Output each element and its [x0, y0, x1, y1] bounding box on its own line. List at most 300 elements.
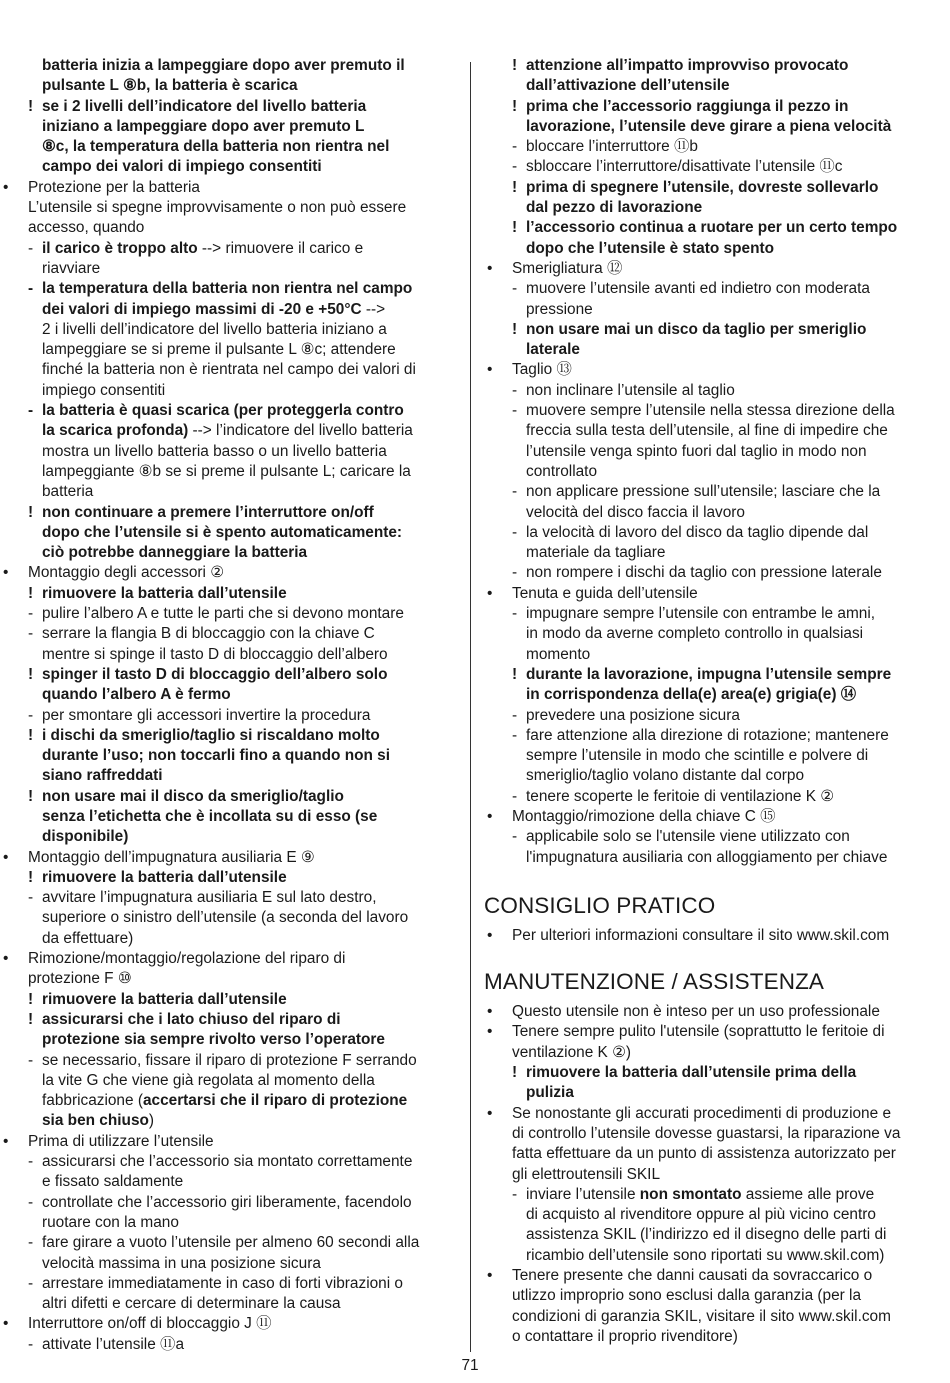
- text-line: [0, 584, 464, 604]
- text-line: [484, 76, 942, 96]
- line-text: impugnare sempre l’utensile con entrambe le amni,: [526, 605, 876, 623]
- warning-marker: !: [28, 665, 34, 683]
- text-line: [0, 949, 464, 969]
- line-text: muovere sempre l’utensile nella stessa direzione della: [526, 402, 895, 420]
- line-text: la batteria è quasi scarica (per proteggerla contro: [42, 402, 404, 420]
- text-line: [0, 990, 464, 1010]
- dash-marker: -: [28, 605, 34, 623]
- text-line: [484, 1225, 942, 1245]
- line-text: quando l’albero A è fermo: [42, 686, 231, 704]
- line-text: dopo che l’utensile si è spento automaticamente:: [42, 523, 403, 541]
- text-line: [484, 56, 942, 76]
- bullet-marker: •: [487, 1003, 493, 1021]
- line-text: assistenza SKIL (l’indirizzo ed il disegno delle parti di: [526, 1226, 887, 1244]
- text-line: [484, 624, 942, 644]
- dash-marker: -: [28, 1193, 34, 1211]
- bullet-marker: •: [3, 564, 9, 582]
- dash-marker: -: [512, 1185, 518, 1203]
- line-text: lampeggiare se si preme il pulsante L ⑧c; attendere: [42, 341, 396, 359]
- dash-marker: -: [512, 605, 518, 623]
- line-text: prima che l’accessorio raggiunga il pezzo in: [526, 97, 849, 115]
- text-line: [0, 1051, 464, 1071]
- line-text: --> l’indicatore del livello batteria: [188, 422, 413, 440]
- bullet-marker: •: [3, 1315, 9, 1333]
- line-text: Rimozione/montaggio/regolazione del riparo di: [28, 950, 346, 968]
- text-line: [484, 1124, 942, 1144]
- text-line: [484, 442, 942, 462]
- bullet-marker: •: [487, 1023, 493, 1041]
- line-text: materiale da tagliare: [526, 544, 666, 562]
- text-line: [484, 1266, 942, 1286]
- line-text: i dischi da smeriglio/taglio si riscaldano molto: [42, 726, 380, 744]
- line-text: ventilazione K ②): [512, 1043, 632, 1061]
- right-column-instructions: [484, 56, 942, 868]
- dash-marker: -: [512, 523, 518, 541]
- text-line: [0, 969, 464, 989]
- bullet-marker: •: [487, 259, 493, 277]
- text-line: [0, 1111, 464, 1131]
- dash-marker: -: [28, 280, 34, 298]
- text-line: [484, 1327, 942, 1347]
- line-text: bloccare l’interruttore ⑪b: [526, 138, 698, 156]
- text-line: [484, 746, 942, 766]
- text-line: [484, 1165, 942, 1185]
- text-line: [0, 1233, 464, 1253]
- right-column: [484, 56, 942, 1347]
- text-line: [484, 97, 942, 117]
- line-text: di acquisto al rivenditore oppure al più vicino centro: [526, 1206, 876, 1224]
- text-line: [0, 523, 464, 543]
- text-line: [0, 198, 464, 218]
- text-line: [484, 340, 942, 360]
- line-text: controllate che l’accessorio giri liberamente, facendolo: [42, 1193, 412, 1211]
- line-text: arrestare immediatamente in caso di forti vibrazioni o: [42, 1274, 403, 1292]
- text-line: [484, 1043, 942, 1063]
- text-line: [484, 1063, 942, 1083]
- warning-marker: !: [28, 503, 34, 521]
- line-text: Per ulteriori informazioni consultare il sito www.skil.com: [512, 926, 890, 944]
- text-line: [0, 645, 464, 665]
- line-text: finché la batteria non è rientrata nel campo dei valori di: [42, 361, 416, 379]
- line-text: pulire l’albero A e tutte le parti che si devono montare: [42, 605, 404, 623]
- text-line: [484, 665, 942, 685]
- line-text: Se nonostante gli accurati procedimenti di produzione e: [512, 1104, 892, 1122]
- line-text: assieme alle prove: [741, 1185, 875, 1203]
- bold-text: accertarsi che il riparo di protezione: [142, 1092, 408, 1110]
- line-text: durante la lavorazione, impugna l’utensile sempre: [526, 665, 892, 683]
- line-text: non applicare pressione sull’utensile; lasciare che la: [526, 483, 881, 501]
- text-line: [0, 543, 464, 563]
- line-text: per smontare gli accessori invertire la procedura: [42, 706, 371, 724]
- line-text: in modo da averne completo controllo in qualsiasi: [526, 625, 864, 643]
- line-text: pulsante L ⑧b, la batteria è scarica: [42, 77, 298, 95]
- line-text: l'impugnatura ausiliaria con alloggiamento per chiave: [526, 848, 888, 866]
- text-line: [0, 1335, 464, 1355]
- text-line: [484, 157, 942, 177]
- dash-marker: -: [28, 1335, 34, 1353]
- text-line: [0, 1152, 464, 1172]
- text-line: [0, 827, 464, 847]
- line-text: o contattare il proprio rivenditore): [512, 1327, 738, 1345]
- text-line: [484, 482, 942, 502]
- left-column: [0, 56, 464, 1355]
- text-line: [0, 442, 464, 462]
- tip-section: [484, 926, 942, 946]
- text-line: [484, 584, 942, 604]
- warning-marker: !: [512, 219, 518, 237]
- line-text: assicurarsi che i lato chiuso del riparo di: [42, 1010, 341, 1028]
- dash-marker: -: [512, 138, 518, 156]
- bold-text: sia ben chiuso: [42, 1112, 149, 1130]
- line-text: freccia sulla testa dell’utensile, al fine di impedire che: [526, 422, 888, 440]
- line-text: senza l’etichetta che è incollata su di esso (se: [42, 807, 378, 825]
- line-text: non inclinare l’utensile al taglio: [526, 381, 735, 399]
- text-line: [0, 401, 464, 421]
- text-line: [0, 787, 464, 807]
- text-line: [484, 766, 942, 786]
- line-text: avvitare l’impugnatura ausiliaria E sul lato destro,: [42, 889, 377, 907]
- text-line: [0, 888, 464, 908]
- text-line: [484, 787, 942, 807]
- line-text: rimuovere la batteria dall’utensile prima della: [526, 1064, 857, 1082]
- text-line: [0, 929, 464, 949]
- text-line: [484, 706, 942, 726]
- dash-marker: -: [512, 706, 518, 724]
- text-line: [0, 340, 464, 360]
- line-text: Montaggio dell’impugnatura ausiliaria E ⑨: [28, 848, 315, 866]
- line-text: muovere l’utensile avanti ed indietro con moderata: [526, 280, 870, 298]
- text-line: [0, 563, 464, 583]
- warning-marker: !: [28, 990, 34, 1008]
- dash-marker: -: [512, 280, 518, 298]
- line-text: mentre si spinge il tasto D di bloccaggio dell’albero: [42, 645, 388, 663]
- text-line: [0, 76, 464, 96]
- line-text: riavviare: [42, 259, 101, 277]
- text-line: [0, 807, 464, 827]
- bullet-marker: •: [3, 950, 9, 968]
- text-line: [0, 1274, 464, 1294]
- line-text: ruotare con la mano: [42, 1213, 179, 1231]
- dash-marker: -: [28, 889, 34, 907]
- text-line: [0, 1193, 464, 1213]
- text-line: [484, 1104, 942, 1124]
- text-line: [0, 178, 464, 198]
- text-line: [0, 604, 464, 624]
- text-line: [0, 421, 464, 441]
- line-text: rimuovere la batteria dall’utensile: [42, 990, 287, 1008]
- line-text: fare girare a vuoto l’utensile per almeno 60 secondi alla: [42, 1234, 420, 1252]
- text-line: [484, 827, 942, 847]
- line-text: Tenere sempre pulito l'utensile (soprattutto le feritoie di: [512, 1023, 885, 1041]
- dash-marker: -: [28, 239, 34, 257]
- text-line: [484, 300, 942, 320]
- text-line: [484, 503, 942, 523]
- line-text: pulizia: [526, 1084, 574, 1102]
- text-line: [484, 218, 942, 238]
- page-number: 71: [461, 1357, 479, 1374]
- line-text: superiore o sinistro dell’utensile (a seconda del lavoro: [42, 909, 409, 927]
- text-line: [0, 360, 464, 380]
- bullet-marker: •: [487, 1104, 493, 1122]
- text-line: [0, 279, 464, 299]
- text-line: [0, 1172, 464, 1192]
- line-text: ciò potrebbe danneggiare la batteria: [42, 544, 308, 562]
- dash-marker: -: [512, 158, 518, 176]
- line-text: ricambio dell’utensile sono riportati su www.skil.com): [526, 1246, 885, 1264]
- text-line: [484, 421, 942, 441]
- dash-marker: -: [512, 402, 518, 420]
- text-line: [0, 300, 464, 320]
- line-text: sempre l’utensile in modo che scintille e polvere di: [526, 747, 869, 765]
- text-line: [0, 137, 464, 157]
- text-line: [0, 157, 464, 177]
- text-line: [0, 482, 464, 502]
- warning-marker: !: [512, 97, 518, 115]
- line-text: di controllo l’utensile dovesse guastarsi, la riparazione va: [512, 1124, 901, 1142]
- bold-text: la scarica profonda): [42, 422, 189, 440]
- dash-marker: -: [512, 483, 518, 501]
- text-line: [0, 117, 464, 137]
- line-text: la velocità di lavoro del disco da taglio dipende dal: [526, 523, 869, 541]
- warning-marker: !: [512, 1064, 518, 1082]
- text-line: [484, 1246, 942, 1266]
- warning-marker: !: [512, 320, 518, 338]
- line-text: campo dei valori di impiego consentiti: [42, 158, 322, 176]
- text-line: [484, 279, 942, 299]
- dash-marker: -: [28, 1234, 34, 1252]
- text-line: [484, 137, 942, 157]
- line-text: attenzione all’impatto improvviso provocato: [526, 57, 849, 74]
- dash-marker: -: [512, 381, 518, 399]
- text-line: [484, 1144, 942, 1164]
- bullet-marker: •: [487, 1267, 493, 1285]
- text-line: [484, 1286, 942, 1306]
- dash-marker: -: [28, 402, 34, 420]
- text-line: [484, 259, 942, 279]
- line-text: batteria: [42, 483, 94, 501]
- text-line: [484, 807, 942, 827]
- line-text: gli elettroutensili SKIL: [512, 1165, 660, 1183]
- dash-marker: -: [512, 787, 518, 805]
- warning-marker: !: [28, 97, 34, 115]
- text-line: [0, 1030, 464, 1050]
- text-line: [484, 462, 942, 482]
- line-text: se necessario, fissare il riparo di protezione F serrando: [42, 1051, 417, 1069]
- line-text: durante l’uso; non toccarli fino a quando non si: [42, 747, 391, 765]
- text-line: [0, 624, 464, 644]
- bullet-marker: •: [3, 1132, 9, 1150]
- line-text: pressione: [526, 300, 593, 318]
- line-text: ⑧c, la temperatura della batteria non rientra nel: [42, 138, 390, 156]
- dash-marker: -: [512, 726, 518, 744]
- line-text: dal pezzo di lavorazione: [526, 199, 703, 217]
- line-text: controllato: [526, 462, 598, 480]
- line-text: Tenere presente che danni causati da sovraccarico o: [512, 1267, 873, 1285]
- line-text: lavorazione, l’utensile deve girare a piena velocità: [526, 117, 892, 135]
- line-text: fatta effettuare da un punto di assistenza autorizzato per: [512, 1145, 896, 1163]
- line-text: non continuare a premere l’interruttore on/off: [42, 503, 374, 521]
- line-text: Tenuta e guida dell’utensile: [512, 584, 698, 602]
- text-line: [484, 726, 942, 746]
- line-text: non usare mai il disco da smeriglio/taglio: [42, 787, 344, 805]
- warning-marker: !: [28, 787, 34, 805]
- line-text: condizioni di garanzia SKIL, visitare il sito www.skil.com: [512, 1307, 891, 1325]
- line-text: iniziano a lampeggiare dopo aver premuto L: [42, 117, 365, 135]
- line-text: L’utensile si spegne improvvisamente o non può essere: [28, 199, 407, 217]
- bold-text: dei valori di impiego massimi di -20 e +50°C: [42, 300, 362, 318]
- text-line: [0, 1314, 464, 1334]
- text-line: [0, 1213, 464, 1233]
- bullet-marker: •: [487, 361, 493, 379]
- text-line: [484, 198, 942, 218]
- text-line: [0, 908, 464, 928]
- text-line: [484, 117, 942, 137]
- text-line: [484, 563, 942, 583]
- line-text: -->: [361, 300, 386, 318]
- text-line: [0, 218, 464, 238]
- text-line: [0, 1254, 464, 1274]
- text-line: [484, 401, 942, 421]
- text-line: [0, 726, 464, 746]
- line-text: siano raffreddati: [42, 767, 163, 785]
- text-line: [0, 685, 464, 705]
- dash-marker: -: [512, 564, 518, 582]
- text-line: [484, 1022, 942, 1042]
- line-text: protezione F ⑩: [28, 970, 132, 988]
- line-text: velocità del disco faccia il lavoro: [526, 503, 745, 521]
- line-text: mostra un livello batteria basso o un livello batteria: [42, 442, 387, 460]
- line-text: l’utensile venga spinto fuori dal taglio in modo non: [526, 442, 867, 460]
- line-text: la vite G che viene già regolata al momento della: [42, 1071, 375, 1089]
- text-line: [484, 685, 942, 705]
- dash-marker: -: [28, 625, 34, 643]
- text-line: [0, 1071, 464, 1091]
- text-line: [0, 706, 464, 726]
- dash-marker: -: [28, 1274, 34, 1292]
- line-text: accesso, quando: [28, 219, 145, 237]
- line-text: --> rimuovere il carico e: [197, 239, 364, 257]
- line-text: prima di spegnere l’utensile, dovreste sollevarlo: [526, 178, 879, 196]
- text-line: [484, 1083, 942, 1103]
- warning-marker: !: [28, 726, 34, 744]
- line-text: inviare l’utensile: [526, 1185, 640, 1203]
- line-text: e fissato saldamente: [42, 1173, 184, 1191]
- line-text: Interruttore on/off di bloccaggio J ⑪: [28, 1315, 272, 1333]
- text-line: [0, 259, 464, 279]
- text-line: [0, 97, 464, 117]
- dash-marker: -: [512, 828, 518, 846]
- bullet-marker: •: [3, 848, 9, 866]
- text-line: [484, 645, 942, 665]
- line-text: serrare la flangia B di bloccaggio con la chiave C: [42, 625, 375, 643]
- line-text: Taglio ⑬: [512, 361, 572, 379]
- line-text: attivate l’utensile ⑪a: [42, 1335, 185, 1353]
- text-line: [484, 239, 942, 259]
- text-line: [0, 746, 464, 766]
- warning-marker: !: [28, 1010, 34, 1028]
- text-line: [0, 1091, 464, 1111]
- line-text: ): [148, 1112, 155, 1130]
- line-text: la temperatura della batteria non rientra nel campo: [42, 280, 413, 298]
- bullet-marker: •: [487, 584, 493, 602]
- line-text: assicurarsi che l’accessorio sia montato correttamente: [42, 1153, 413, 1171]
- text-line: [484, 1205, 942, 1225]
- bullet-marker: •: [487, 926, 493, 944]
- text-line: [0, 1132, 464, 1152]
- line-text: Montaggio/rimozione della chiave C ⑮: [512, 807, 776, 825]
- dash-marker: -: [28, 1051, 34, 1069]
- text-line: [484, 360, 942, 380]
- line-text: non rompere i dischi da taglio con pressione laterale: [526, 564, 882, 582]
- text-line: [484, 926, 942, 946]
- line-text: momento: [526, 645, 591, 663]
- text-line: [0, 503, 464, 523]
- line-text: velocità massima in una posizione sicura: [42, 1254, 321, 1272]
- bold-text: non smontato: [639, 1185, 742, 1203]
- text-line: [0, 462, 464, 482]
- text-line: [484, 320, 942, 340]
- text-line: [0, 766, 464, 786]
- line-text: Prima di utilizzare l’utensile: [28, 1132, 214, 1150]
- text-line: [484, 1307, 942, 1327]
- text-line: [0, 320, 464, 340]
- line-text: fare attenzione alla direzione di rotazione; mantenere: [526, 726, 889, 744]
- line-text: impiego consentiti: [42, 381, 166, 399]
- line-text: da effettuare): [42, 929, 134, 947]
- text-line: [0, 381, 464, 401]
- line-text: Questo utensile non è inteso per un uso professionale: [512, 1003, 880, 1021]
- line-text: Smerigliatura ⑫: [512, 259, 623, 277]
- warning-marker: !: [512, 57, 518, 74]
- text-line: [484, 1002, 942, 1022]
- text-line: [484, 178, 942, 198]
- dash-marker: -: [28, 706, 34, 724]
- text-line: [484, 848, 942, 868]
- line-text: Montaggio degli accessori ②: [28, 564, 225, 582]
- maintenance-section: [484, 1002, 942, 1347]
- line-text: se i 2 livelli dell’indicatore del livello batteria: [42, 97, 367, 115]
- line-text: applicabile solo se l'utensile viene utilizzato con: [526, 828, 850, 846]
- section-heading-tip: CONSIGLIO PRATICO: [484, 892, 716, 918]
- line-text: disponibile): [42, 828, 129, 846]
- text-line: [484, 1185, 942, 1205]
- line-text: utlizzo improprio sono esclusi dalla garanzia (per la: [512, 1287, 862, 1305]
- text-line: [0, 1294, 464, 1314]
- warning-marker: !: [28, 584, 34, 602]
- line-text: dopo che l’utensile è stato spento: [526, 239, 774, 257]
- text-line: [0, 868, 464, 888]
- line-text: laterale: [526, 341, 580, 359]
- line-text: altri difetti e cercare di determinare la causa: [42, 1295, 341, 1313]
- line-text: prevedere una posizione sicura: [526, 706, 740, 724]
- bullet-marker: •: [3, 178, 9, 196]
- text-line: [0, 1010, 464, 1030]
- line-text: non usare mai un disco da taglio per smeriglio: [526, 320, 867, 338]
- line-text: smeriglio/taglio volano distante dal corpo: [526, 767, 805, 785]
- line-text: rimuovere la batteria dall’utensile: [42, 584, 287, 602]
- line-text: spinger il tasto D di bloccaggio dell’albero solo: [42, 665, 388, 683]
- line-text: protezione sia sempre rivolto verso l’operatore: [42, 1031, 385, 1049]
- warning-marker: !: [28, 868, 34, 886]
- line-text: Protezione per la batteria: [28, 178, 200, 196]
- dash-marker: -: [28, 1153, 34, 1171]
- bullet-marker: •: [487, 807, 493, 825]
- text-line: [0, 665, 464, 685]
- warning-marker: !: [512, 178, 518, 196]
- text-line: [484, 604, 942, 624]
- text-line: [484, 381, 942, 401]
- line-text: l’accessorio continua a ruotare per un certo tempo: [526, 219, 898, 237]
